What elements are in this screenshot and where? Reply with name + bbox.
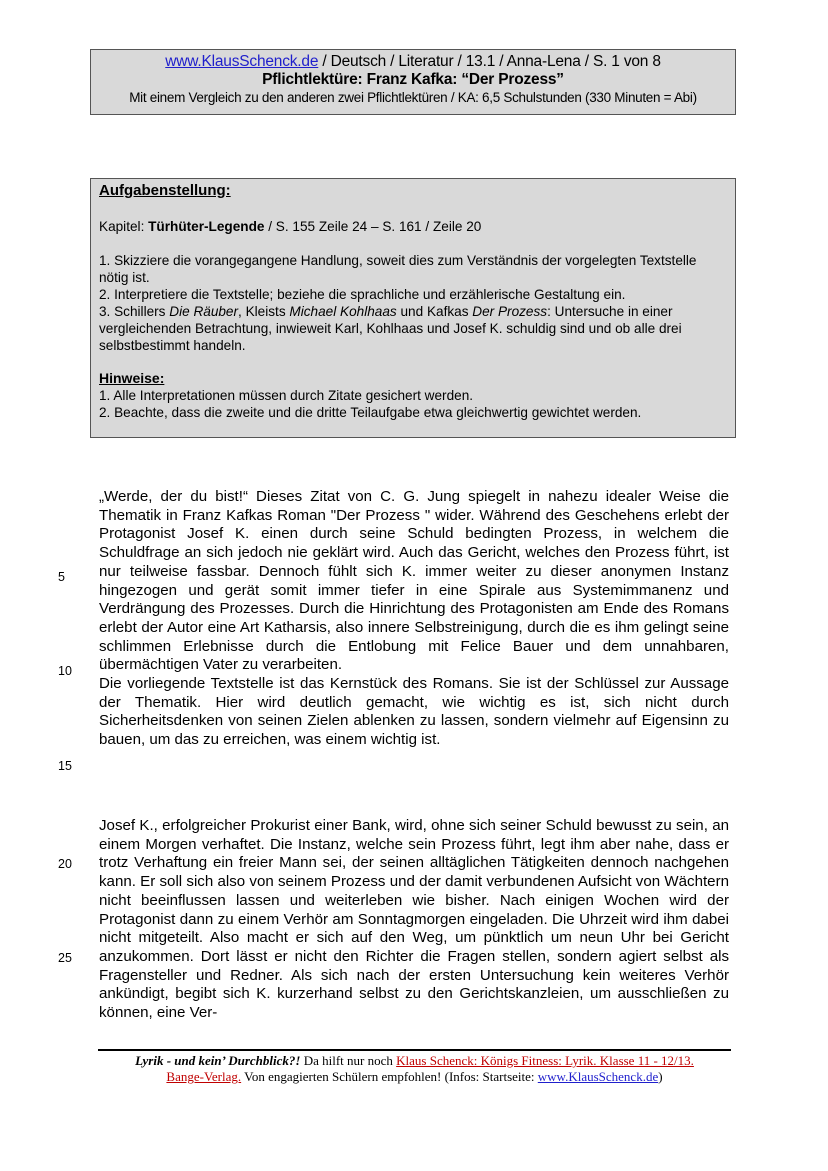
- body-section-intro: [99, 488, 729, 750]
- line-number: 5: [58, 570, 65, 584]
- task-chapter: [99, 218, 727, 235]
- book-link[interactable]: Klaus Schenck: Königs Fitness: Lyrik. Klasse 11 - 12/13.: [396, 1053, 694, 1068]
- chapter-prefix: Kapitel:: [99, 219, 149, 234]
- work-title: Der Prozess: [472, 304, 548, 319]
- hint-2: 2. Beachte, dass die zweite und die dritte Teilaufgabe etwa gleichwertig gewichtet werden.: [99, 405, 642, 420]
- paragraph-intro: „Werde, der du bist!“ Dieses Zitat von C. G. Jung spiegelt in nahezu idealer Weise die Thematik in Franz Kafkas Roman "Der Prozess " wider. Während des Geschehens erlebt der Protagonist Josef K. einen durch seine Schuld bedingten Prozess, in welchem die Schuldfrage an sich jedoch nie geklärt wird. Auch das Gericht, welches den Prozess führt, ist nur teilweise fassbar. Dennoch fühlt sich K. immer weiter zu dieser anonymen Instanz hingezogen und gerät somit immer tiefer in eine Spirale aus Systemimmanenz und Verdrängung des Prozesses. Durch die Hinrichtung des Protagonisten am Ende des Romans erlebt der Autor eine Art Katharsis, also innere Selbstreinigung, durch die es ihm gelingt seine schlimmen Erlebnisse durch die Entlobung mit Felice Bauer und dem unnahbaren, übermächtigen Vater zu verarbeiten.: [99, 488, 729, 674]
- task-item-1: 1. Skizziere die vorangegangene Handlung, soweit dies zum Verständnis der vorgelegten Textstelle nötig ist.: [99, 253, 697, 285]
- chapter-range: / S. 155 Zeile 24 – S. 161 / Zeile 20: [264, 219, 482, 234]
- breadcrumb: / Deutsch / Literatur / 13.1 / Anna-Lena / S. 1 von 8: [318, 53, 661, 70]
- hint-1: 1. Alle Interpretationen müssen durch Zitate gesichert werden.: [99, 388, 474, 403]
- publisher-link[interactable]: Bange-Verlag.: [166, 1069, 242, 1084]
- footer-text: Da hilft nur noch: [300, 1053, 397, 1068]
- page-title: Pflichtlektüre: Franz Kafka: “Der Prozess”: [262, 71, 564, 88]
- footer-text: Von engagierten Schülern empfohlen! (Infos: Startseite:: [241, 1069, 538, 1084]
- hint-heading: Hinweise:: [99, 370, 165, 386]
- line-number: 25: [58, 951, 72, 965]
- task-item-3: 3. Schillers Die Räuber, Kleists Michael Kohlhaas und Kafkas Der Prozess: Untersuche in einer vergleichenden Betrachtung, inwieweit Karl, Kohlhaas und Josef K. schuldig sind und ob alle drei selbstbestimmt handeln.: [99, 304, 682, 353]
- footer-site-link[interactable]: www.KlausSchenck.de: [537, 1069, 659, 1084]
- task-heading: Aufgabenstellung:: [99, 182, 231, 199]
- line-number: 15: [58, 759, 72, 773]
- site-link[interactable]: www.KlausSchenck.de: [165, 53, 319, 70]
- footer-text: ): [658, 1069, 663, 1084]
- footer: [98, 1053, 731, 1085]
- footer-lead: Lyrik - und kein’ Durchblick?!: [135, 1053, 301, 1068]
- line-number: 20: [58, 857, 72, 871]
- task-item-2: 2. Interpretiere die Textstelle; beziehe die sprachliche und erzählerische Gestaltung ein.: [99, 287, 626, 302]
- task-box: [90, 178, 736, 438]
- paragraph-thesis: Die vorliegende Textstelle ist das Kernstück des Romans. Sie ist der Schlüssel zur Aussage der Thematik. Hier wird deutlich gemacht, wie wichtig es ist, sich nicht durch Sicherheitsdenken von seinen Zielen ablenken zu lassen, sondern vielmehr auf Eigensinn zu bauen, um das zu erreichen, was einem wichtig ist.: [99, 675, 729, 749]
- chapter-name: Türhüter-Legende: [148, 219, 265, 234]
- header-breadcrumb-line: [91, 53, 735, 71]
- line-number: 10: [58, 664, 72, 678]
- work-title: Die Räuber: [169, 304, 239, 319]
- task-list: [99, 252, 727, 354]
- header-box: [90, 49, 736, 115]
- work-title: Michael Kohlhaas: [289, 304, 397, 319]
- paragraph-summary: Josef K., erfolgreicher Prokurist einer Bank, wird, ohne sich seiner Schuld bewusst zu sein, an einem Morgen verhaftet. Die Instanz, welche sein Prozess führt, legt ihm aber nahe, dass er trotz Verhaftung ein freier Mann sei, der seinen alltäglichen Tätigkeiten dennoch nachgehen kann. Er soll sich also von seinem Prozess und der damit verbundenen Aufsicht von Wächtern nicht beeinflussen lassen und weiterleben wie bisher. Nach einigen Wochen wird der Protagonist dann zu einem Verhör am Sonntagmorgen eingeladen. Die Uhrzeit wird ihm dabei nicht mitgeteilt. Also macht er sich auf den Weg, um pünktlich um neun Uhr bei Gericht anzukommen. Dort lässt er nicht den Richter die Fragen stellen, sondern agiert selbst als Fragensteller und Redner. Als sich nach der ersten Untersuchung kein weiteres Verhör ankündigt, begibt sich K. kurzerhand selbst zu den Gerichtskanzleien, um ausschließen zu können, eine Ver-: [99, 817, 729, 1022]
- body-section-summary: [99, 817, 729, 1023]
- page-subtitle: Mit einem Vergleich zu den anderen zwei Pflichtlektüren / KA: 6,5 Schulstunden (330 Minuten = Abi): [129, 90, 697, 105]
- footer-divider: [98, 1049, 731, 1051]
